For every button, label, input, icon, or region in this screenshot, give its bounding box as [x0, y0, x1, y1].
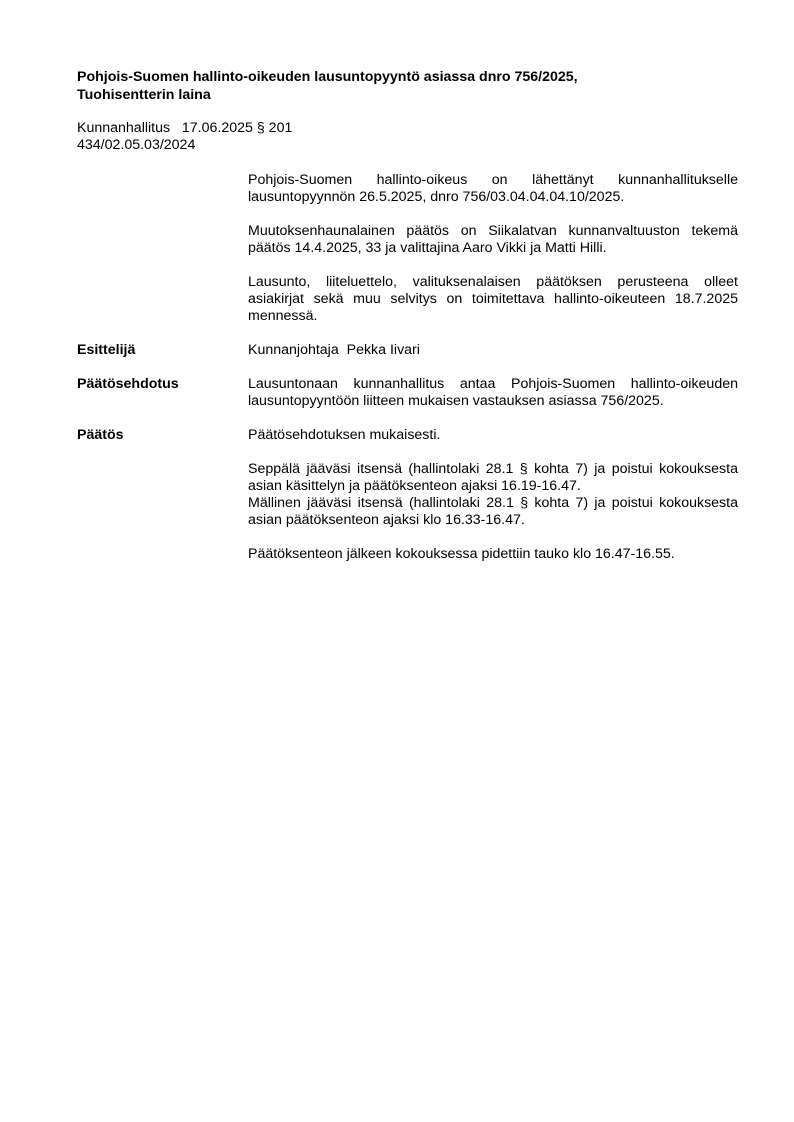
proposal-value [248, 376, 738, 410]
intro-section [248, 172, 738, 325]
meeting-reference: Kunnanhallitus 17.06.2025 § 201 [77, 120, 293, 136]
decision-content [248, 427, 738, 563]
presenter-name: Kunnanjohtaja Pekka Iivari [248, 342, 420, 358]
decision-label: Päätös [77, 427, 124, 443]
decision-paragraph: Päätösehdotuksen mukaisesti. [248, 427, 441, 443]
proposal-text: Lausuntonaan kunnanhallitus antaa Pohjois-Suomen hallinto-oikeuden lausuntopyyntöön liitteen mukaisen vastauksen asiassa 756/2025. [248, 376, 738, 409]
decision-paragraph: Päätöksenteon jälkeen kokouksessa pidettiin tauko klo 16.47-16.55. [248, 546, 675, 562]
presenter-row [77, 342, 747, 359]
decision-paragraph: Mällinen jääväsi itsensä (hallintolaki 28.1 § kohta 7) ja poistui kokouksesta asian päätöksenteon ajaksi klo 16.33-16.47. [248, 495, 738, 528]
decision-paragraph: Seppälä jääväsi itsensä (hallintolaki 28.1 § kohta 7) ja poistui kokouksesta asian käsittelyn ja päätöksenteon ajaksi 16.19-16.47. [248, 461, 738, 494]
document-page [77, 68, 747, 563]
meeting-meta [77, 120, 747, 154]
title-line-2: Tuohisentterin laina [77, 87, 211, 103]
intro-paragraph: Pohjois-Suomen hallinto-oikeus on lähettänyt kunnanhallitukselle lausuntopyynnön 26.5.2025, dnro 756/03.04.04.04.10/2025. [248, 172, 738, 205]
presenter-value [248, 342, 738, 359]
intro-paragraph: Muutoksenhaunalainen päätös on Siikalatvan kunnanvaltuuston tekemä päätös 14.4.2025, 33 ja valittajina Aaro Vikki ja Matti Hilli. [248, 223, 738, 256]
proposal-row [77, 376, 747, 410]
decision-row [77, 427, 747, 563]
intro-paragraph: Lausunto, liiteluettelo, valituksenalaisen päätöksen perusteena olleet asiakirjat sekä muu selvitys on toimitettava hallinto-oikeuteen 18.7.2025 mennessä. [248, 274, 738, 324]
document-title [77, 68, 747, 104]
proposal-label: Päätösehdotus [77, 376, 179, 392]
record-number: 434/02.05.03/2024 [77, 137, 196, 153]
presenter-label: Esittelijä [77, 342, 136, 358]
title-line-1: Pohjois-Suomen hallinto-oikeuden lausuntopyyntö asiassa dnro 756/2025, [77, 69, 578, 85]
